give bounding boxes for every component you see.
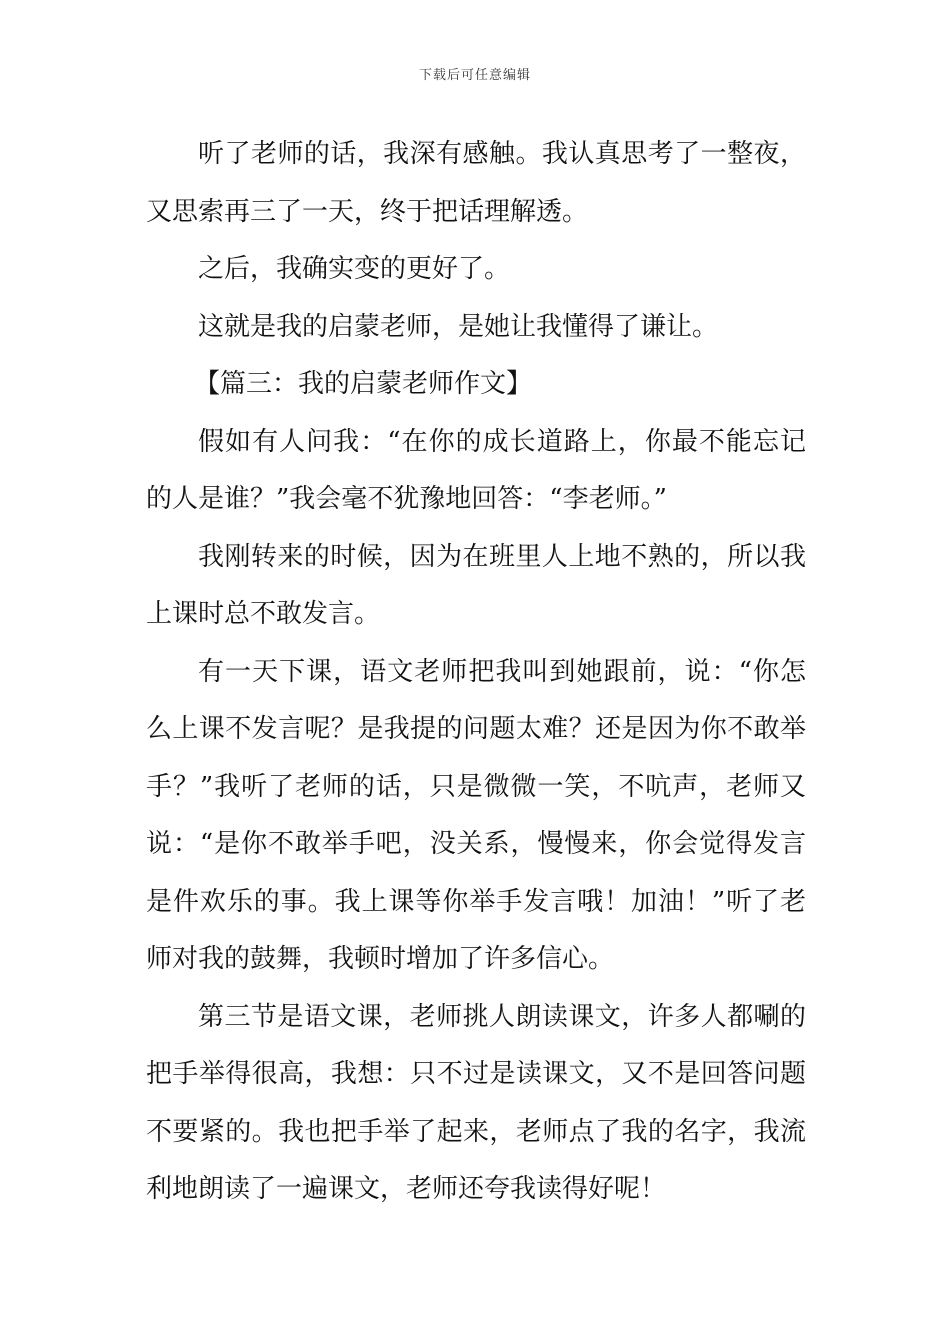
paragraph: 第三节是语文课，老师挑人朗读课文，许多人都唰的把手举得很高，我想：只不过是读课文，又不是回答问题不要紧的。我也把手举了起来，老师点了我的名字，我流利地朗读了一遍课文，老师还夸我读得好呢！ — [146, 1001, 806, 1204]
paragraph: 听了老师的话，我深有感触。我认真思考了一整夜，又思索再三了一天，终于把话理解透。 — [146, 139, 806, 227]
paragraph: 有一天下课，语文老师把我叫到她跟前，说：“你怎么上课不发言呢？是我提的问题太难？还是因为你不敢举手？”我听了老师的话，只是微微一笑，不吭声，老师又说：“是你不敢举手吧，没关系，慢慢来，你会觉得发言是件欢乐的事。我上课等你举手发言哦！加油！”听了老师对我的鼓舞，我顿时增加了许多信心。 — [146, 656, 806, 974]
document-body — [146, 126, 806, 1219]
page-header: 下载后可任意编辑 — [418, 68, 531, 83]
paragraph: 之后，我确实变的更好了。 — [198, 254, 511, 284]
paragraph: 这就是我的启蒙老师，是她让我懂得了谦让。 — [198, 311, 719, 342]
paragraph: 假如有人问我：“在你的成长道路上，你最不能忘记的人是谁？”我会毫不犹豫地回答：“李老师。” — [146, 426, 806, 514]
section-heading: 【篇三：我的启蒙老师作文】 — [194, 369, 533, 399]
paragraph: 我刚转来的时候，因为在班里人上地不熟的，所以我上课时总不敢发言。 — [146, 541, 806, 629]
